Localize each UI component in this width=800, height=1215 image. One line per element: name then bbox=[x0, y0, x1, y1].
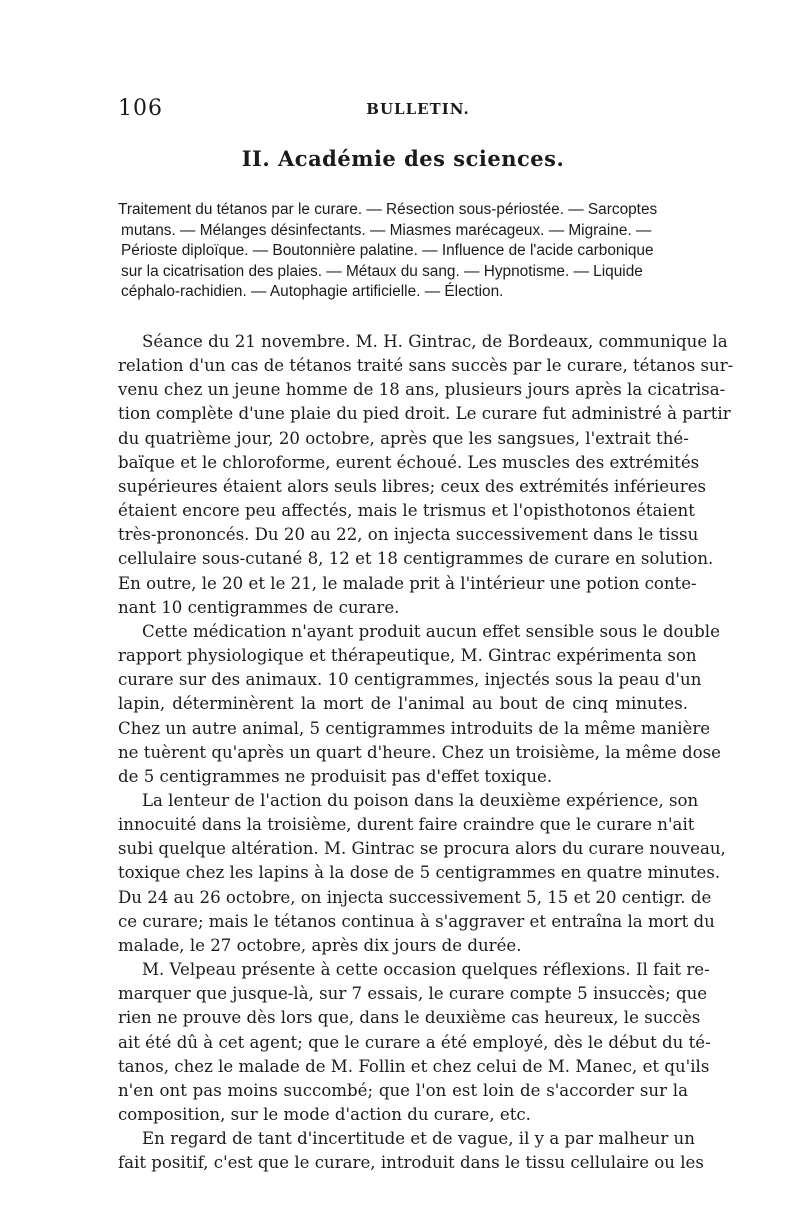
summary-line: sur la cicatrisation des plaies. — Métaux du sang. — Hypnotisme. — Liquide bbox=[121, 262, 643, 280]
text-line: rien ne prouve dès lors que, dans le deuxième cas heureux, le succès bbox=[118, 1008, 701, 1028]
text-line: rapport physiologique et thérapeutique, M. Gintrac expérimenta son bbox=[118, 646, 697, 666]
text-line: ait été dû à cet agent; que le curare a été employé, dès le début du té- bbox=[118, 1032, 711, 1052]
running-title: BULLETIN. bbox=[366, 100, 470, 118]
paragraph-new-curare bbox=[118, 789, 726, 958]
text-line: Chez un autre animal, 5 centigrammes introduits de la même manière bbox=[118, 718, 711, 738]
text-line: étaient encore peu affectés, mais le trismus et l'opisthotonos étaient bbox=[118, 501, 695, 521]
text-line: n'en ont pas moins succombé; que l'on est loin de s'accorder sur la bbox=[118, 1080, 688, 1100]
summary-line: Traitement du tétanos par le curare. — Résection sous-périostée. — Sarcoptes bbox=[118, 201, 658, 218]
paragraph-gintrac-case bbox=[118, 330, 734, 620]
text-line: Cette médication n'ayant produit aucun effet sensible sous le double bbox=[142, 621, 720, 641]
summary-line: Périoste diploïque. — Boutonnière palatine. — Influence de l'acide carbonique bbox=[121, 242, 654, 259]
text-line: M. Velpeau présente à cette occasion quelques réflexions. Il fait re- bbox=[142, 960, 710, 980]
text-line: lapin, déterminèrent la mort de l'animal au bout de cinq minutes. bbox=[118, 694, 688, 714]
paragraph-conclusion bbox=[118, 1127, 704, 1175]
section-title: II. Académie des sciences. bbox=[241, 146, 565, 171]
text-line: En regard de tant d'incertitude et de vague, il y a par malheur un bbox=[142, 1129, 695, 1149]
text-line: curare sur des animaux. 10 centigrammes, injectés sous la peau d'un bbox=[118, 670, 702, 690]
text-line: malade, le 27 octobre, après dix jours de durée. bbox=[118, 935, 522, 955]
paragraph-velpeau bbox=[118, 958, 711, 1127]
text-line: ce curare; mais le tétanos continua à s'aggraver et entraîna la mort du bbox=[118, 911, 715, 931]
text-line: relation d'un cas de tétanos traité sans succès par le curare, tétanos sur- bbox=[118, 356, 734, 376]
section-summary bbox=[118, 200, 688, 303]
paragraph-animal-experiments bbox=[118, 620, 721, 789]
text-line: nant 10 centigrammes de curare. bbox=[118, 597, 400, 617]
text-line: du quatrième jour, 20 octobre, après que les sangsues, l'extrait thé- bbox=[118, 428, 689, 448]
summary-line: céphalo-rachidien. — Autophagie artificielle. — Élection. bbox=[121, 283, 504, 300]
text-line: très-prononcés. Du 20 au 22, on injecta successivement dans le tissu bbox=[118, 525, 699, 545]
text-line: tanos, chez le malade de M. Follin et chez celui de M. Manec, et qu'ils bbox=[118, 1056, 710, 1076]
text-line: venu chez un jeune homme de 18 ans, plusieurs jours après la cicatrisa- bbox=[118, 380, 726, 400]
text-line: baïque et le chloroforme, eurent échoué. Les muscles des extrémités bbox=[118, 452, 700, 472]
text-line: de 5 centigrammes ne produisit pas d'effet toxique. bbox=[118, 766, 553, 786]
text-line: Du 24 au 26 octobre, on injecta successivement 5, 15 et 20 centigr. de bbox=[118, 887, 712, 907]
text-line: supérieures étaient alors seuls libres; ceux des extrémités inférieures bbox=[118, 476, 707, 496]
text-line: marquer que jusque-là, sur 7 essais, le curare compte 5 insuccès; que bbox=[118, 984, 708, 1004]
text-line: En outre, le 20 et le 21, le malade prit à l'intérieur une potion conte- bbox=[118, 573, 697, 593]
body-text bbox=[118, 330, 734, 1175]
text-line: tion complète d'une plaie du pied droit. Le curare fut administré à partir bbox=[118, 404, 731, 424]
text-line: Séance du 21 novembre. M. H. Gintrac, de Bordeaux, communique la bbox=[142, 332, 728, 351]
text-line: La lenteur de l'action du poison dans la deuxième expérience, son bbox=[142, 790, 699, 810]
summary-line: mutans. — Mélanges désinfectants. — Miasmes marécageux. — Migraine. — bbox=[121, 221, 652, 239]
text-line: fait positif, c'est que le curare, introduit dans le tissu cellulaire ou les bbox=[118, 1153, 704, 1173]
text-line: toxique chez les lapins à la dose de 5 centigrammes en quatre minutes. bbox=[118, 863, 721, 883]
page-number: 106 bbox=[118, 96, 163, 121]
running-head bbox=[118, 96, 688, 126]
text-line: composition, sur le mode d'action du curare, etc. bbox=[118, 1105, 531, 1124]
text-line: innocuité dans la troisième, durent faire craindre que le curare n'ait bbox=[118, 815, 695, 835]
text-line: cellulaire sous-cutané 8, 12 et 18 centigrammes de curare en solution. bbox=[118, 549, 714, 569]
text-line: ne tuèrent qu'après un quart d'heure. Chez un troisième, la même dose bbox=[118, 742, 721, 762]
text-line: subi quelque altération. M. Gintrac se procura alors du curare nouveau, bbox=[118, 839, 726, 859]
